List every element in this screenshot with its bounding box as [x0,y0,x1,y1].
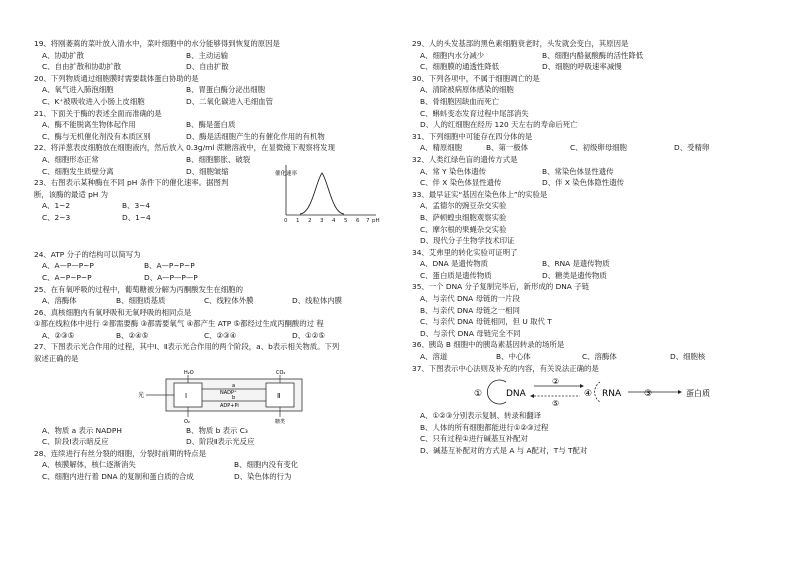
q27-option-a[interactable]: A、物质 a 表示 NADPH [42,425,122,435]
q33-option-c[interactable]: C、摩尔根的果蝇杂交实验 [420,224,507,234]
label-co2: CO₂ [276,369,286,376]
q29-option-c[interactable]: C、细胞膜的通透性降低 [420,62,500,72]
q22-option-b[interactable]: B、细胞膨胀、破裂 [186,154,251,164]
q21-option-c[interactable]: C、酶与无机催化剂没有本质区别 [42,131,151,141]
q32-option-b[interactable]: B、常染色体显性遗传 [542,166,614,176]
label-h2o: H₂O [184,369,194,376]
ph-tick-0: 0 [284,217,288,224]
q24-options-row2 [34,272,400,284]
q33-stem: 33、最早证实“基因在染色体上”的实验是 [412,189,548,199]
q35-option-b[interactable]: B、与亲代 DNA 母链之一相同 [420,305,520,315]
q32-stem: 32、人类红绿色盲的遗传方式是 [412,154,518,164]
q23-option-a[interactable]: A、1~2 [42,201,71,211]
q31-option-b[interactable]: B、第一极体 [486,143,529,153]
q27-stem-line1: 27、下图表示光合作用的过程，其中Ⅰ、Ⅱ表示光合作用的两个阶段，a、b表示相关物质。下列 [34,342,340,352]
q23-stem-line1: 23、右图表示某种酶在不同 pH 条件下的催化速率。据图判 [34,178,229,188]
q23-stem-line2: 断，该酶的最适 pH 为 [34,189,109,199]
q20-options-row2 [34,96,400,108]
q23-option-d[interactable]: D、1~4 [122,212,151,222]
q37-option-b[interactable]: B、人体的所有细胞都能进行①②③过程 [420,422,549,432]
label-nadp: NADP⁺ [220,389,237,396]
q29-option-a[interactable]: A、细胞内水分减少 [420,50,485,60]
q22-option-c[interactable]: C、细胞发生质壁分离 [42,166,114,176]
dogma-num-2: ② [552,377,560,387]
q22-stem: 22、将洋葱表皮细胞放在细胞液内，然后放入 0.3g/ml 蔗糖溶液中，在显微镜下观察将发现 [34,143,335,153]
q26-options-row [34,330,400,342]
q28-option-c[interactable]: C、细胞内进行着 DNA 的复制和蛋白质的合成 [42,472,194,482]
q35-option-a[interactable]: A、与亲代 DNA 母链的一片段 [420,294,520,304]
q19-option-c[interactable]: C、自由扩散和协助扩散 [42,62,122,72]
q30-option-d[interactable]: D、人的红细胞在经历 120 天左右的寿命后死亡 [420,120,578,130]
dogma-dna: DNA [506,389,526,400]
ph-tick-5: 5 [344,217,348,224]
q36-option-a[interactable]: A、溶道 [420,352,448,362]
q24-option-c[interactable]: C、A~P~P~P [42,272,92,282]
stage1-label: Ⅰ [185,391,188,400]
q37-stem: 37、下图表示中心法则及补充的内容，有关说法正确的是 [412,363,599,373]
q37-option-d[interactable]: D、碱基互补配对的方式是 A 与 A配对，T与 T配对 [420,446,588,455]
q30-option-b[interactable]: B、骨细胞因缺血而死亡 [420,96,499,106]
dogma-protein: 蛋白质 [686,389,710,399]
q36-stem: 36、胰岛 B 细胞中的胰岛素基因转录的场所是 [412,340,565,350]
q24-option-d[interactable]: D、A—P—P—P [144,272,198,282]
label-sugar: 糖类 [275,418,286,425]
q32-options-row2 [412,177,778,189]
q37-option-a[interactable]: A、①②③分别表示复制、转录和翻译 [420,411,542,421]
q24-option-b[interactable]: B、A—P~P~P [144,261,195,271]
stage1-box [174,383,202,407]
q29-option-b[interactable]: B、细胞内酪氨酸酶的活性降低 [542,50,644,60]
q32-option-a[interactable]: A、常 Y 染色体遗传 [420,166,487,176]
q24-option-a[interactable]: A、A—P—P~P [42,261,94,271]
label-b: b [232,394,236,401]
rna-replication-arc [595,382,600,402]
label-adp: ADP+Pi [220,402,239,409]
q31-stem: 31、下列细胞中可能存在四分体的是 [412,131,533,141]
q25-option-c[interactable]: C、线粒体外膜 [204,296,254,306]
q23-option-c[interactable]: C、2~3 [42,212,71,222]
transcription-arrowhead [580,384,584,388]
q24-options-row1 [34,260,400,272]
q34-option-c[interactable]: C、蛋白质是遗传物质 [420,270,492,280]
q22-option-a[interactable]: A、细胞形态正常 [42,154,99,164]
q29-options-row2 [412,61,778,73]
q27-options-row1 [34,425,400,437]
q35-option-d[interactable]: D、与亲代 DNA 母链完全不同 [420,328,521,338]
right-column [412,38,778,457]
q19-option-a[interactable]: A、协助扩散 [42,50,85,60]
ph-rate-chart [272,161,382,225]
q31-option-d[interactable]: D、受精卵 [674,143,710,153]
ph-chart-ylabel: 催化速率 [275,170,298,177]
q34-option-a[interactable]: A、DNA 是遗传物质 [420,259,489,269]
q28-options-row1 [34,459,400,471]
q20-option-b[interactable]: B、胃蛋白酶分泌出细胞 [186,85,265,95]
q34-stem: 34、艾弗里的转化实验可证明了 [412,247,518,257]
q29-stem: 29、人的头发基部的黑色素细胞衰老时，头发就会变白，其原因是 [412,39,629,48]
q26-items: ①都在线粒体中进行 ②都需要酶 ③都需要氧气 ④都产生 ATP ⑤都经过生成丙酮酸的过 程 [34,319,324,329]
ph-tick-7: 7 [366,217,370,224]
q21-option-d[interactable]: D、酶是活细胞产生的有催化作用的有机物 [186,131,325,141]
ph-tick-1: 1 [296,217,300,224]
ph-tick-2: 2 [308,217,312,224]
q28-option-d[interactable]: D、染色体的行为 [234,472,292,482]
translation-arrowhead [678,390,682,394]
label-o2: O₂ [184,418,190,425]
q30-option-c[interactable]: C、蝌蚪变态发育过程中尾部消失 [420,108,529,118]
label-light: 光 [138,391,145,399]
q24-stem: 24、ATP 分子的结构可以简写为 [34,249,141,259]
left-column [34,38,400,483]
q34-option-b[interactable]: B、RNA 是遗传物质 [542,259,610,269]
ph-tick-4: 4 [332,217,336,224]
q33-option-a[interactable]: A、孟德尔的豌豆杂交实验 [420,201,507,211]
q25-stem: 25、在有氧呼吸的过程中，葡萄糖被分解为丙酮酸发生在细胞的 [34,284,243,294]
q36-option-d[interactable]: D、细胞核 [670,352,706,362]
q27-stem-line2: 叙述正确的是 [34,354,79,364]
q26-option-c[interactable]: C、②③④ [204,330,237,340]
q29-option-d[interactable]: D、细胞的呼吸速率减慢 [542,62,622,72]
q20-option-a[interactable]: A、氧气进入肺泡细胞 [42,85,114,95]
q27-option-b[interactable]: B、物质 b 表示 C₃ [186,425,248,435]
q19-option-b[interactable]: B、主动运输 [186,50,229,60]
q25-option-d[interactable]: D、线粒体内膜 [292,296,343,306]
q22-option-d[interactable]: D、细胞皱缩 [186,166,229,176]
q21-option-a[interactable]: A、酶不能脱离生物体起作用 [42,120,136,130]
q19-options-row1 [34,50,400,62]
photosynthesis-diagram [134,367,334,425]
q36-options-row [412,351,778,363]
q28-option-a[interactable]: A、核膜解体，核仁逐渐消失 [42,460,136,470]
q32-option-d[interactable]: D、伴 X 染色体隐性遗传 [542,178,624,188]
q20-option-d[interactable]: D、二氧化碳进入毛细血管 [186,96,273,106]
q28-stem: 28、连续进行有丝分裂的细胞，分裂时前期的特点是 [34,448,207,458]
q21-options-row1 [34,119,400,131]
reverse-transcription-arrowhead [530,394,534,398]
q19-option-d[interactable]: D、自由扩散 [186,62,229,72]
q36-option-b[interactable]: B、中心体 [496,352,531,362]
q21-option-b[interactable]: B、酶是蛋白质 [186,120,236,130]
q31-options-row [412,142,778,154]
ph-tick-6: 6 [356,217,360,224]
q25-option-a[interactable]: A、溶酶体 [42,296,77,306]
stage2-label: Ⅱ [277,391,281,400]
q21-options-row2 [34,131,400,143]
q25-options-row [34,295,400,307]
label-a: a [232,382,236,389]
q19-stem: 19、将刚萎蔫的菜叶放入清水中，菜叶细胞中的水分能够得到恢复的原因是 [34,39,280,48]
q37-option-c[interactable]: C、只有过程①进行碱基互补配对 [420,434,528,444]
dogma-num-5: ⑤ [552,399,560,409]
q27-option-d[interactable]: D、阶段Ⅱ表示光反应 [186,437,255,447]
q26-option-a[interactable]: A、②③⑤ [42,330,75,340]
dogma-num-4: ④ [584,389,593,400]
q35-option-c[interactable]: C、与亲代 DNA 母链相同，但 U 取代 T [420,317,552,327]
q20-stem: 20、下列物质通过细胞膜时需要载体蛋白协助的是 [34,73,199,83]
dogma-num-1: ① [474,389,483,400]
q34-options-row1 [412,258,778,270]
q27-options-row2 [34,436,400,448]
ph-tick-3: 3 [320,217,324,224]
photosynthesis-figure [34,365,400,425]
central-dogma-figure [412,374,778,410]
q32-options-row1 [412,166,778,178]
q30-stem: 30、下列各项中，不属于细胞凋亡的是 [412,73,540,83]
q26-stem: 26、真核细胞内有氧呼吸和无氧呼吸的相同点是 [34,307,192,317]
q34-options-row2 [412,270,778,282]
q28-option-b[interactable]: B、细胞内没有变化 [234,460,299,470]
q29-options-row1 [412,50,778,62]
q34-option-d[interactable]: D、糖类是遗传物质 [542,270,607,280]
replication-arc [487,380,506,404]
q28-options-row2 [34,471,400,483]
q19-options-row2 [34,61,400,73]
q20-option-c[interactable]: C、K⁺被吸收进入小肠上皮细胞 [42,96,145,106]
q27-option-c[interactable]: C、阶段Ⅰ表示暗反应 [42,437,109,447]
ph-rate-curve [300,173,344,214]
q31-option-a[interactable]: A、精原细胞 [420,143,463,153]
dogma-rna: RNA [602,389,622,400]
q35-stem: 35、一个 DNA 分子复制完毕后，新形成的 DNA 子链 [412,282,589,292]
q31-option-c[interactable]: C、初级卵母细胞 [570,143,627,153]
q20-options-row1 [34,84,400,96]
q33-option-d[interactable]: D、现代分子生物学技术印证 [420,236,515,246]
dogma-num-3: ③ [644,389,653,400]
q25-option-b[interactable]: B、细胞质基质 [116,296,166,306]
ph-chart-xlabel: pH [372,217,380,224]
q30-option-a[interactable]: A、清除被病原体感染的细胞 [420,85,514,95]
q21-stem: 21、下面关于酶的表述全面而准确的是 [34,108,162,118]
q32-option-c[interactable]: C、伴 X 染色体显性遗传 [420,178,502,188]
central-dogma-diagram [472,374,732,410]
q26-option-d[interactable]: D、①②⑤ [292,330,325,340]
q33-option-b[interactable]: B、萨顿蝗虫细胞观察实验 [420,212,507,222]
q36-option-c[interactable]: C、溶酶体 [582,352,617,362]
q23-option-b[interactable]: B、3~4 [122,201,151,211]
q26-option-b[interactable]: B、②④⑤ [116,330,149,340]
